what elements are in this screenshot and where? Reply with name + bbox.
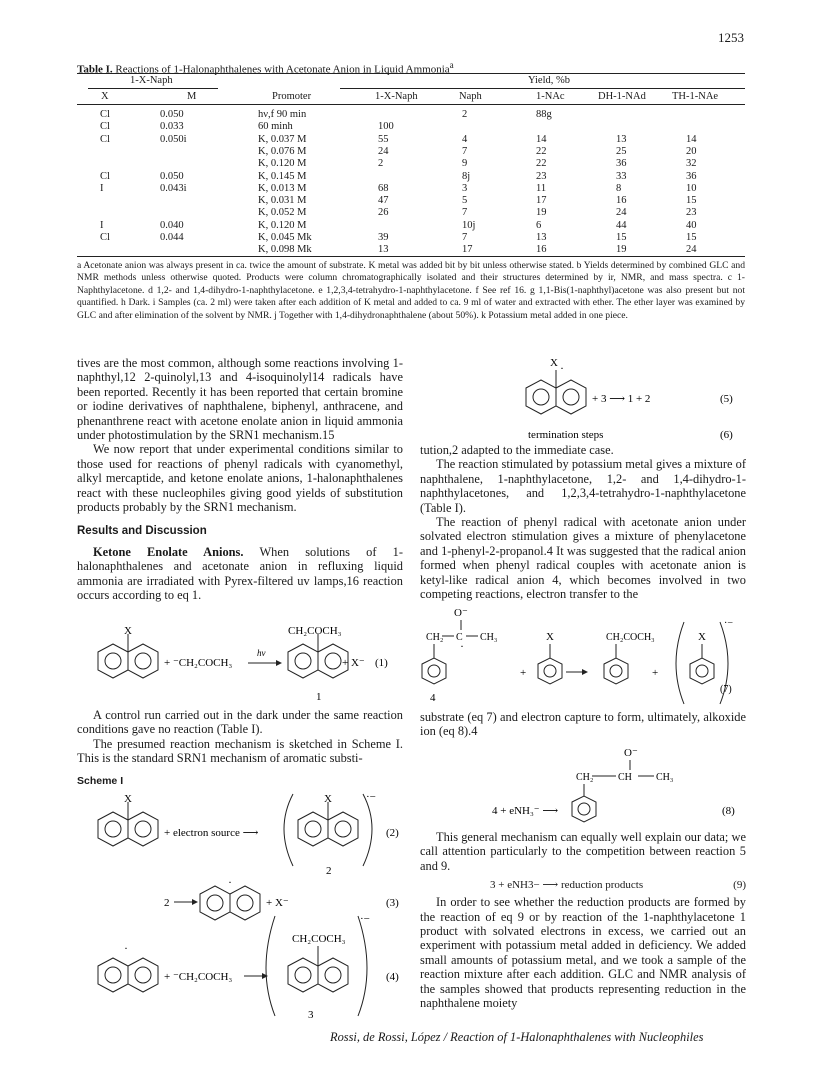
eq-number: (1) [375, 657, 388, 669]
chem-label: + X⁻ [266, 897, 289, 909]
page-number: 1253 [718, 30, 744, 45]
table-cell: 88g [536, 109, 552, 120]
table-caption-note: a [449, 60, 454, 70]
table-cell: 0.033 [160, 121, 184, 133]
chem-label: 4 + eNH₃⁻ ⟶ [492, 805, 559, 817]
table-cell: 7 [462, 232, 468, 243]
right-column-bottom [420, 830, 746, 1010]
chem-label: · [124, 941, 128, 955]
group-rule-naph [88, 88, 218, 89]
left-column-mid [77, 708, 403, 794]
paragraph: In order to see whether the reduction products are formed by the reaction of eq 9 or by reaction of the 1-naphthylacetone 1 product with solvated electrons in excess, we carried out an experiment with potassium metal added in deficiency. We added small amounts of potassium metal, and we took a sample of the reaction mixture after each addition. GLC and NMR analysis of the samples showed that products representing reduction in the naphthalene moiety [420, 895, 746, 1011]
chem-label: 4 [430, 692, 436, 704]
equation-9 [420, 876, 746, 895]
chem-label: CH₂ [426, 632, 444, 643]
table-cell: 17 [462, 244, 473, 256]
table-cell: K, 0.037 M [258, 133, 307, 145]
chem-label: X [124, 625, 132, 637]
right-column-top [420, 443, 746, 601]
paragraph: tution,2 adapted to the immediate case. [420, 443, 614, 457]
table-cell: Cl [100, 121, 110, 133]
equation-5-figure [420, 354, 746, 450]
paragraph: When solutions of 1-halonaphthalenes and acetonate anion in refluxing liquid ammonia are irradiated with Pyrex-filtered uv lamps,16 reaction occurs according to eq 1. [77, 544, 404, 603]
table-cell: 36 [616, 158, 627, 170]
table-cell: 33 [616, 170, 627, 182]
paragraph: The presumed reaction mechanism is sketched in Scheme I. This is the standard SRN1 mechanism of aromatic substi- [77, 736, 403, 766]
table-cell: 25 [616, 145, 627, 157]
paragraph: The reaction of phenyl radical with acetonate anion under solvated electron stimulation gives a mixture of phenylacetone and 1-phenyl-2-propanol.4 It was suggested that the radical anion formed when phenyl radical couples with acetonate anion is ketyl-like radical anion 4, which becomes involved in two competing reactions, electron transfer to the [420, 515, 746, 602]
equation-7-figure [420, 604, 746, 710]
table-cell: K, 0.145 M [258, 170, 307, 182]
chem-label: O⁻ [624, 747, 638, 759]
table-label: Table I. [77, 63, 113, 76]
table-cell: 0.050i [160, 133, 187, 145]
chem-label: + 3 ⟶ 1 + 2 [592, 393, 651, 405]
naphthalene-ring [288, 634, 348, 678]
equation-8-figure [420, 744, 746, 826]
right-column-mid [420, 710, 746, 739]
table-cell: 68 [378, 182, 389, 194]
chem-label: ·− [360, 913, 370, 925]
chem-label: 2 [326, 865, 332, 877]
col-header: X [101, 91, 109, 102]
chem-label: O⁻ [454, 607, 468, 619]
table-cell: 22 [536, 158, 547, 170]
col-header: Naph [459, 91, 482, 102]
col-header: Promoter [272, 91, 312, 102]
eq-number: (5) [720, 393, 733, 405]
col-header: DH-1-NAd [598, 91, 646, 102]
col-header: M [187, 91, 197, 102]
table-cell: 19 [616, 244, 627, 256]
chem-label: X [124, 793, 132, 805]
chem-label: CH₂COCH₃ [288, 625, 342, 637]
col-header: 1-X-Naph [375, 91, 418, 102]
table-cell: 0.040 [160, 219, 184, 231]
table-cell: I [100, 182, 104, 194]
table-cell: 8 [616, 182, 622, 194]
table-cell: Cl [100, 109, 110, 120]
table-cell: 15 [686, 232, 697, 243]
table-cell: hν,f 90 min [258, 109, 307, 120]
naphthalene-ring [98, 634, 158, 678]
table-cell: 7 [462, 207, 468, 219]
chem-label: X [324, 793, 332, 805]
table-top-rule [77, 73, 745, 74]
table-cell: K, 0.052 M [258, 207, 307, 219]
col-header: 1-NAc [536, 91, 565, 102]
table-cell: 15 [686, 195, 697, 207]
chem-label: 1 [316, 691, 322, 703]
group-header-yield: Yield, %b [528, 75, 570, 86]
chem-label: ·− [366, 791, 376, 803]
table-cell: 36 [686, 170, 697, 182]
table-cell: K, 0.076 M [258, 145, 307, 157]
table-cell: 26 [378, 207, 389, 219]
chem-label: + X⁻ [342, 657, 365, 669]
table-header-rule [77, 104, 745, 105]
table-cell: K, 0.031 M [258, 195, 307, 207]
table-cell: Cl [100, 170, 110, 182]
table-cell: 2 [378, 158, 384, 170]
left-column-top [77, 356, 403, 603]
table-cell: 14 [686, 133, 697, 145]
chem-label: X [698, 631, 706, 643]
eq-number: (9) [733, 879, 746, 892]
table-cell: 11 [536, 182, 547, 194]
table-cell: 13 [536, 232, 547, 243]
scheme-1-figure [80, 790, 410, 1020]
chem-label: · [460, 639, 464, 653]
chem-label: CH₂COCH₃ [606, 632, 655, 643]
table-cell: 6 [536, 219, 542, 231]
table-cell: 14 [536, 133, 547, 145]
eq-number: (2) [386, 827, 399, 839]
table-cell: 0.043i [160, 182, 187, 194]
table-cell: 44 [616, 219, 627, 231]
eq-number: (3) [386, 897, 399, 909]
table-cell: 39 [378, 232, 389, 243]
table-cell: 5 [462, 195, 468, 207]
chem-label: CH₃ [480, 632, 498, 643]
group-header-naph: 1-X-Naph [130, 75, 173, 86]
paragraph: substrate (eq 7) and electron capture to form, ultimately, alkoxide ion (eq 8).4 [420, 710, 746, 739]
section-heading: Results and Discussion [77, 525, 207, 538]
chem-label: 3 + eNH3− ⟶ reduction products [490, 879, 644, 892]
table-footnotes: a Acetonate anion was always present in ca. twice the amount of substrate. K metal was added bit by bit unless otherwise stated. b Yields determined by combined GLC and NMR methods unless otherwise quoted. Products were column chromatographically isolated and their structures determined by ir, NMR, and mass spectra. c 1-Naphthylacetone. d 1,2- and 1,4-dihydro-1-naphthylacetone. e 1,2,3,4-tetrahydro-1-naphthylacetone. f See ref 16. g 1,1-Bis(1-naphthyl)acetone was also present but not quantified. h Dark. i Samples (ca. 2 ml) were taken after each addition of K metal and added to ca. 9 ml of water and extracted with ether. The ether layer was examined by GLC and after elimination of the solvent by NMR. j Together with 1,4-dihydronaphthalene (about 50%). k Potassium metal added in one piece. [77, 260, 745, 321]
table-cell: K, 0.045 Mk [258, 232, 312, 243]
chem-label: 3 [308, 1009, 314, 1020]
table-cell: 47 [378, 195, 389, 207]
table-cell: 40 [686, 219, 697, 231]
chem-label: CH [618, 772, 632, 783]
col-header: TH-1-NAe [672, 91, 719, 102]
table-cell: 10j [462, 219, 476, 231]
chem-label: CH₃ [656, 772, 674, 783]
chem-label: X [550, 357, 558, 369]
table-cell: K, 0.120 M [258, 158, 307, 170]
table-title: Reactions of 1-Halonaphthalenes with Acetonate Anion in Liquid Ammonia [115, 63, 450, 76]
chem-label: C [456, 632, 463, 643]
table-cell: 0.050 [160, 170, 184, 182]
equation-1-figure [80, 622, 410, 712]
table-cell: K, 0.013 M [258, 182, 307, 194]
table-cell: 19 [536, 207, 547, 219]
table-cell: 8j [462, 170, 471, 182]
chem-label: CH₂COCH₃ [292, 933, 346, 945]
table-cell: 24 [378, 145, 389, 157]
table-cell: 23 [686, 207, 697, 219]
table-cell: Cl [100, 133, 110, 145]
table-cell: I [100, 219, 104, 231]
chem-label: + ⁻CH₂COCH₃ [164, 657, 233, 669]
chem-label: + electron source ⟶ [164, 827, 259, 839]
table-cell: 22 [536, 145, 547, 157]
chem-label: 2 [164, 897, 170, 909]
table-cell: 0.044 [160, 232, 184, 243]
chem-label: hν [257, 648, 266, 658]
eq-number: (8) [722, 805, 735, 817]
chem-label: + [652, 667, 659, 679]
table-cell: 4 [462, 133, 468, 145]
chem-label: CH₂ [576, 772, 594, 783]
chem-label: + ⁻CH₂COCH₃ [164, 971, 233, 983]
table-cell: 3 [462, 182, 468, 194]
table-cell: K, 0.120 M [258, 219, 307, 231]
group-rule-yield [340, 88, 745, 89]
table-cell: 10 [686, 182, 697, 194]
table-cell: 100 [378, 121, 394, 133]
paragraph: A control run carried out in the dark under the same reaction conditions gave no reaction (Table I). [77, 708, 403, 737]
paragraph: The reaction stimulated by potassium metal gives a mixture of naphthalene, 1-naphthylacetone, 1,2- and 1,4-dihydro-1-naphthylacetones, and 1,2,3,4-tetrahydro-1-naphthylacetone (Table I). [420, 457, 746, 515]
table-cell: 16 [616, 195, 627, 207]
chem-label: + [520, 667, 527, 679]
paragraph: tives are the most common, although some reactions involving 1-naphthyl,12 2-quinolyl,13 and 4-isoquinolyl14 radicals have been reported. Recently it has been reported that certain bromine or iodine derivatives of naphthalene, biphenyl, anthracene, and phenanthrene react with acetone enolate anion in liquid ammonia under photostimulation by the SRN1 mechanism.15 [77, 356, 403, 443]
subheading: Ketone Enolate Anions. [93, 544, 244, 559]
table-cell: 23 [536, 170, 547, 182]
table-cell: 9 [462, 158, 468, 170]
running-footer: Rossi, de Rossi, López / Reaction of 1-Halonaphthalenes with Nucleophiles [330, 1030, 704, 1044]
table-cell: 32 [686, 158, 697, 170]
table-cell: K, 0.098 Mk [258, 244, 312, 256]
table-cell: Cl [100, 232, 110, 243]
table-cell: 2 [462, 109, 468, 120]
chem-label: X [546, 631, 554, 643]
table-cell: 24 [686, 244, 697, 256]
chem-label: ·− [724, 618, 733, 629]
chem-label: termination steps [528, 429, 604, 441]
paragraph: We now report that under experimental conditions similar to those used for reactions of phenyl radicals with cyanomethyl, alkyl mercaptide, and ketone enolate anions, 1-halonaphthalenes react with these nucleophiles giving good yields of substitution products probably by the SRN1 mechanism. [77, 442, 403, 515]
table-cell: 7 [462, 145, 468, 157]
table-cell: 17 [536, 195, 547, 207]
eq-number: (4) [386, 971, 399, 983]
table-cell: 60 minh [258, 121, 293, 133]
scheme-label: Scheme I [77, 774, 124, 787]
table-cell: 0.050 [160, 109, 184, 120]
table-cell: 55 [378, 133, 389, 145]
chem-label: · [560, 361, 564, 375]
paragraph: This general mechanism can equally well explain our data; we call attention particularly to the competition between reaction 5 and 9. [420, 830, 746, 873]
eq-number: (6) [720, 429, 733, 441]
table-cell: 16 [536, 244, 547, 256]
table-cell: 20 [686, 145, 697, 157]
eq-number: (7) [720, 684, 732, 695]
table-cell: 24 [616, 207, 627, 219]
chem-label: · [228, 875, 232, 889]
table-cell: 13 [378, 244, 389, 256]
table-cell: 15 [616, 232, 627, 243]
table-cell: 13 [616, 133, 627, 145]
table-bottom-rule [77, 256, 745, 257]
